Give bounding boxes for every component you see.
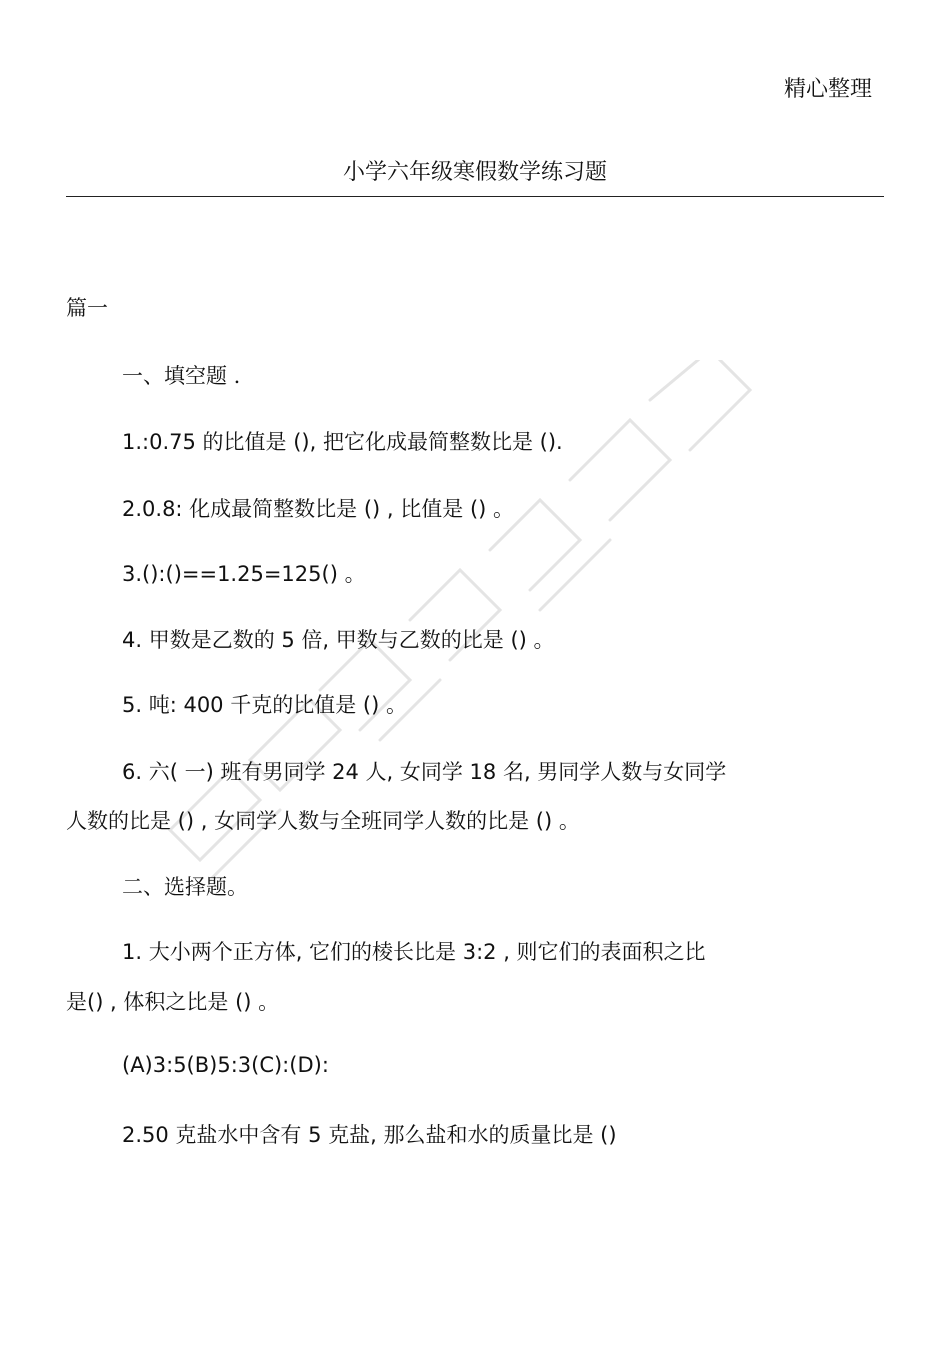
question-text-continued: 是() , 体积之比是 () 。 bbox=[66, 990, 280, 1014]
question-text: 2.0.8: 化成最简整数比是 () , 比值是 () 。 bbox=[122, 497, 515, 521]
question-text: 3.():()==1.25=125() 。 bbox=[122, 562, 366, 586]
question-text: 6. 六( 一) 班有男同学 24 人, 女同学 18 名, 男同学人数与女同学 bbox=[122, 760, 727, 784]
section-label: 篇一 bbox=[66, 296, 108, 320]
question-text: 1.:0.75 的比值是 (), 把它化成最简整数比是 (). bbox=[122, 430, 563, 454]
question-text: 5. 吨: 400 千克的比值是 () 。 bbox=[122, 693, 407, 717]
fill-in-heading: 一、填空题 . bbox=[122, 364, 241, 388]
page-title: 小学六年级寒假数学练习题 bbox=[342, 160, 607, 185]
question-text: 2.50 克盐水中含有 5 克盐, 那么盐和水的质量比是 () bbox=[122, 1123, 617, 1147]
choice-heading: 二、选择题。 bbox=[122, 875, 248, 899]
question-text: 1. 大小两个正方体, 它们的棱长比是 3:2 , 则它们的表面积之比 bbox=[122, 940, 706, 964]
header-note: 精心整理 bbox=[783, 77, 872, 102]
question-text: 4. 甲数是乙数的 5 倍, 甲数与乙数的比是 () 。 bbox=[122, 628, 555, 652]
title-divider bbox=[66, 196, 884, 197]
answer-options: (A)3:5(B)5:3(C):(D): bbox=[122, 1053, 329, 1077]
question-text-continued: 人数的比是 () , 女同学人数与全班同学人数的比是 () 。 bbox=[66, 809, 580, 833]
